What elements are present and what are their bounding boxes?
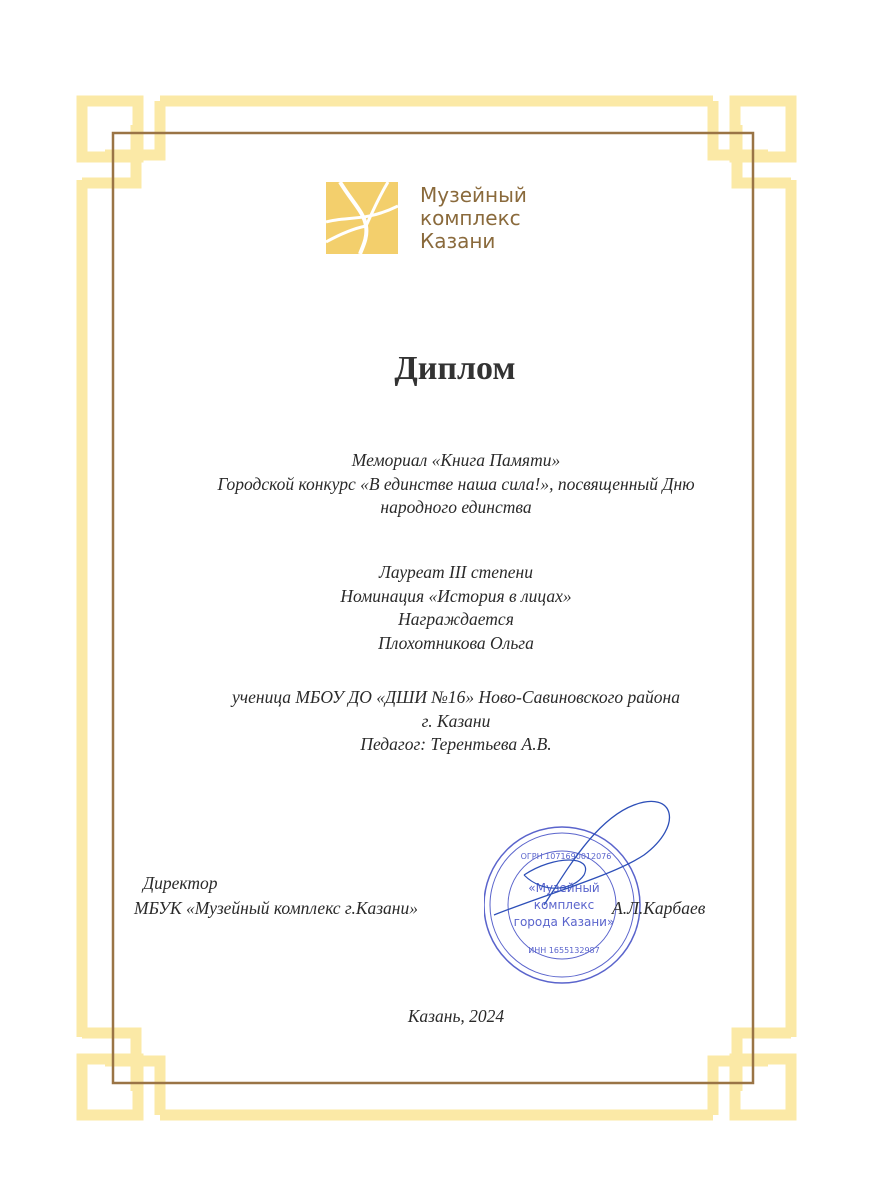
memorial-line: Мемориал «Книга Памяти» (351, 450, 561, 470)
stamp-center-line: «Музейный (528, 881, 600, 895)
awarded-label: Награждается (398, 609, 514, 629)
contest-line: Городской конкурс «В единстве наша сила!», посвященный Дню (217, 473, 695, 494)
event-block (0, 449, 873, 520)
place-date: Казань, 2024 (407, 1006, 505, 1026)
diploma-title: Диплом (394, 350, 516, 387)
school-block (0, 686, 873, 757)
museum-logo (326, 182, 527, 254)
logo-line: Казани (420, 229, 496, 253)
svg-text:города Казани»: города Казани» (513, 915, 615, 929)
director-title: Директор (143, 873, 218, 893)
director-name: А.Л.Карбаев (612, 898, 706, 918)
teacher-line: Педагог: Терентьева А.В. (360, 734, 552, 754)
logo-line: Музейный (420, 183, 527, 207)
svg-text:комплекс: комплекс (533, 898, 595, 912)
award-block (0, 561, 873, 655)
contest-line-2: народного единства (380, 497, 532, 517)
director-organization: МБУК «Музейный комплекс г.Казани» (134, 898, 418, 918)
award-degree: Лауреат III степени (379, 562, 533, 582)
official-stamp (484, 795, 734, 995)
svg-text:ОГРН 1071690012076: ОГРН 1071690012076 (520, 852, 612, 861)
nomination: Номинация «История в лицах» (340, 585, 572, 606)
svg-text:ИНН 1655132987: ИНН 1655132987 (528, 946, 600, 955)
recipient-name: Плохотникова Ольга (378, 632, 534, 653)
logo-line: комплекс (420, 206, 521, 230)
logo-emblem-icon (326, 182, 398, 254)
city-line: г. Казани (421, 710, 491, 731)
school-line: ученица МБОУ ДО «ДШИ №16» Ново-Савиновского района (232, 687, 680, 707)
